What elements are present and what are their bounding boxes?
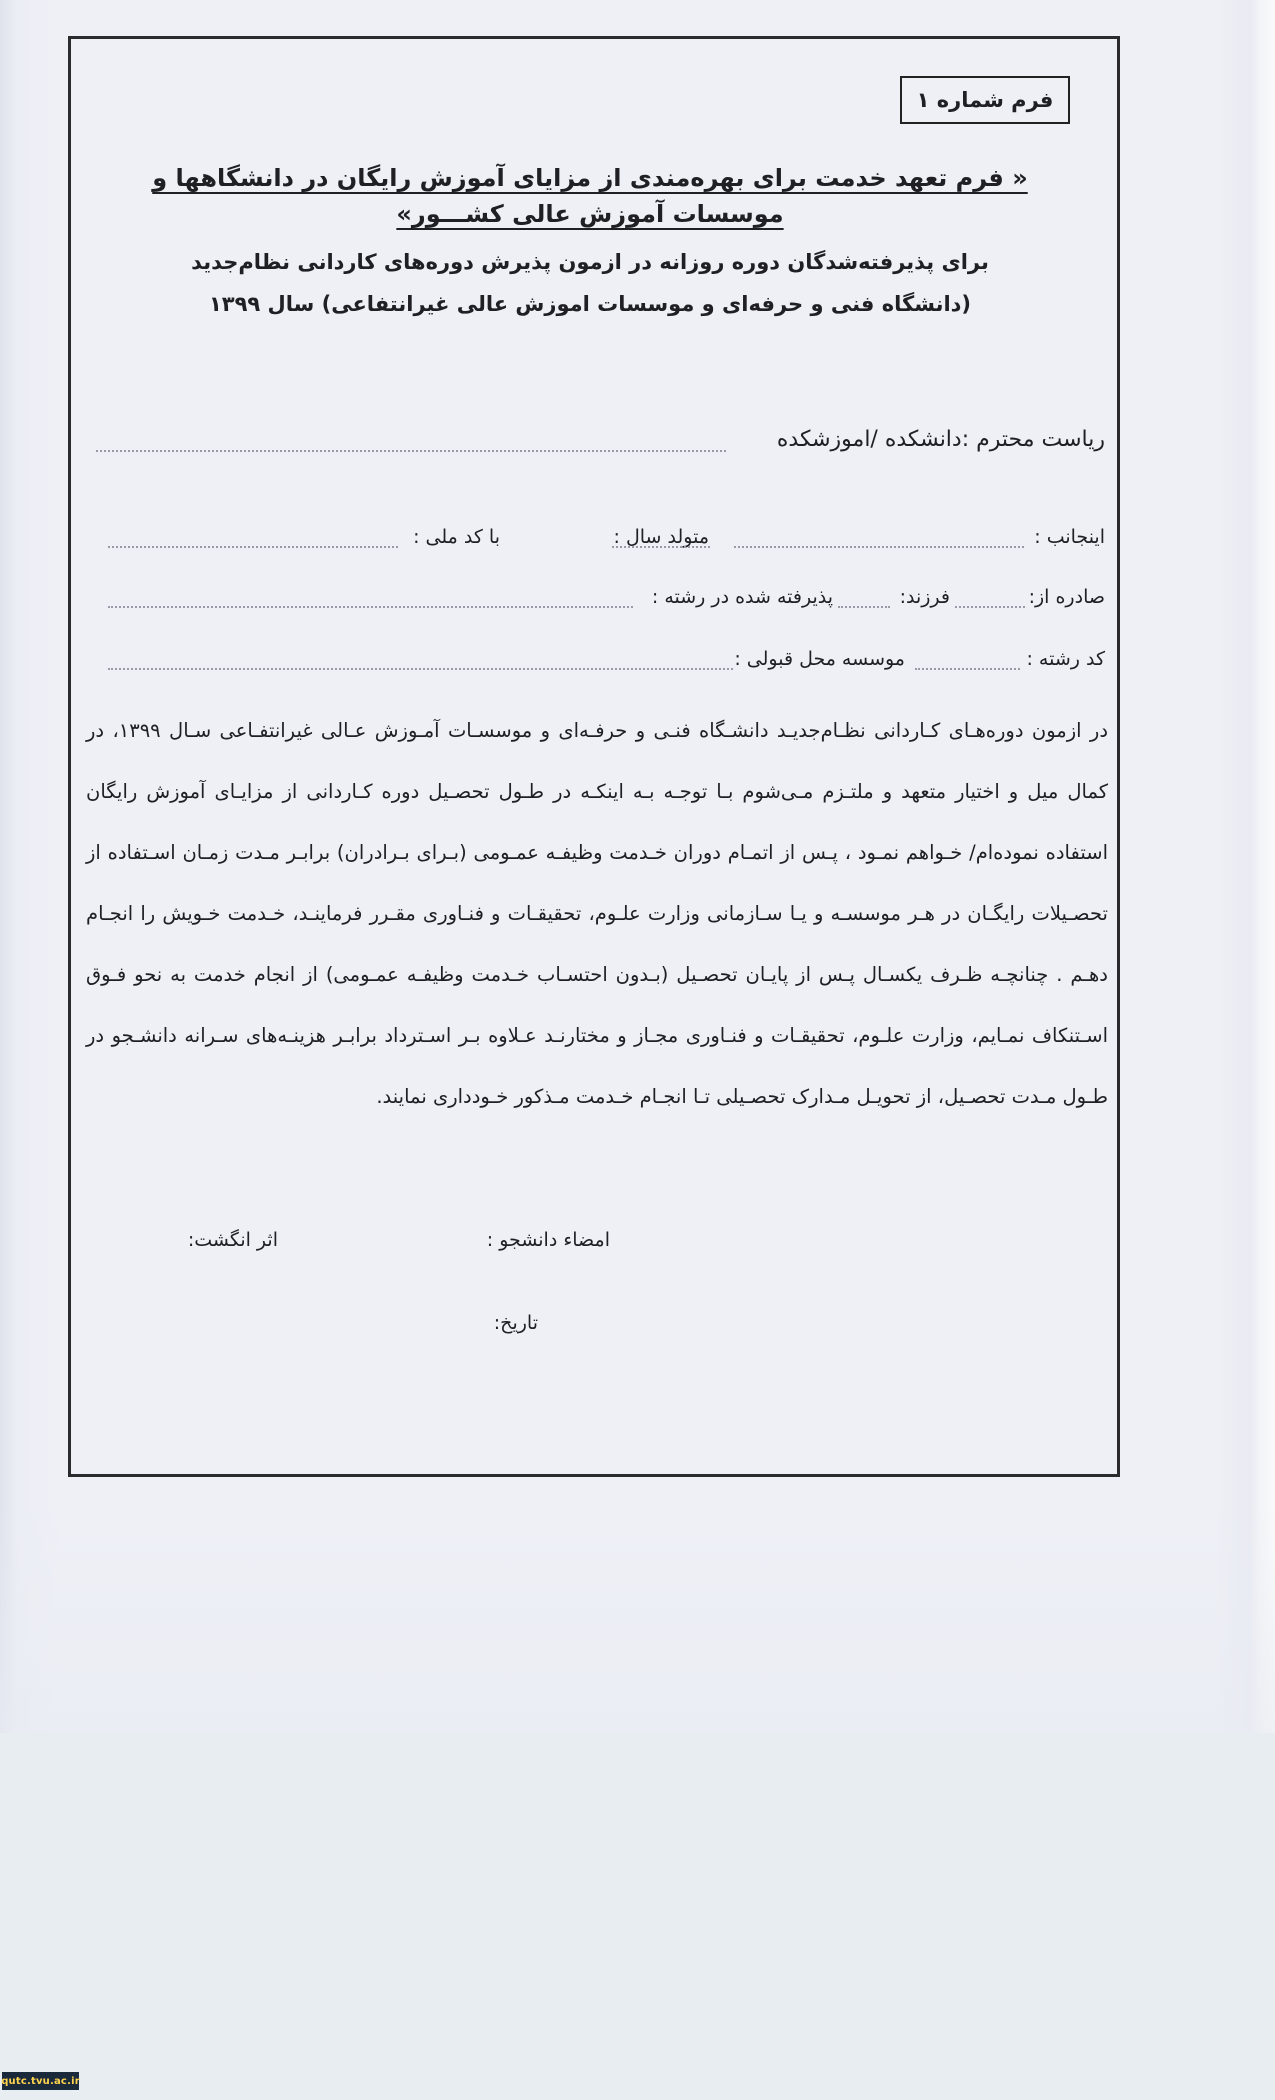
accepted-major-dotted-line xyxy=(108,606,633,608)
form-subtitle-1: برای پذیرفته‌شدگان دوره روزانه در ازمون پذیرش دوره‌های کاردانی نظام‌جدید xyxy=(191,250,989,274)
child-of-label: فرزند: xyxy=(899,586,950,608)
fingerprint-label: اثر انگشت: xyxy=(187,1229,278,1251)
student-signature-label: امضاء دانشجو : xyxy=(486,1229,610,1251)
site-logo: qutc.tvu.ac.ir xyxy=(2,2072,79,2090)
commitment-paragraph: در ازمون دوره‌هـای کـاردانی نظـام‌جدیـد دانشـگاه فنـی و حرفـه‌ای و موسسـات آمـوزش عـالی غیرانتفـاعی سـال ۱۳۹۹، در کمال میل و اختیار متعهد و ملتـزم مـی‌شوم بـا توجـه بـه اینکـه در طـول تحصـیل دوره کـاردانی از مزایـای آموزش رایگان استفاده نموده‌ام/ خـواهم نمـود ، پـس از اتمـام دوران خـدمت وظیفـه عمـومی (بـرای بـرادران) برابـر مـدت زمـان اسـتفاده از تحصـیلات رایگـان در هـر موسسـه و یـا سـازمانی وزارت علـوم، تحقیقـات و فنـاوری مقـرر فرماینـد، خـدمت خـویش را انجـام دهـم . چنانچـه ظـرف یکسـال پـس از پایـان تحصـیل (بـدون احتسـاب خـدمت وظیفـه عمـومی) از انجام خدمت به نحو فـوق اسـتنکاف نمـایم، وزارت علـوم، تحقیقـات و فنـاوری مجـاز و مختارنـد عـلاوه بـر اسـترداد برابـر هزینـه‌های سـرانه دانشـجو در طـول مـدت تحصـیل، از تحویـل مـدارک تحصـیلی تـا انجـام خـدمت مـذکور خـودداری نمایند. xyxy=(86,719,1109,1108)
major-code-label: کد رشته : xyxy=(1026,648,1105,670)
salutation-dotted-line xyxy=(96,450,726,452)
issued-from-label: صادره از: xyxy=(1028,586,1105,608)
birth-year-dotted-line xyxy=(612,546,710,548)
child-of-dotted-line xyxy=(838,606,890,608)
accepted-major-label: پذیرفته شده در رشته : xyxy=(651,586,833,608)
issued-from-dotted-line xyxy=(955,606,1025,608)
form-number-box: فرم شماره ۱ xyxy=(900,76,1070,124)
form-subtitle-2: (دانشگاه فنی و حرفه‌ای و موسسات اموزش عالی غیرانتفاعی) سال ۱۳۹۹ xyxy=(208,292,972,316)
applicant-label: اینجانب : xyxy=(1034,526,1105,548)
institution-dotted-line xyxy=(108,668,733,670)
national-code-label: با کد ملی : xyxy=(413,526,500,548)
national-code-dotted-line xyxy=(108,546,398,548)
salutation: ریاست محترم :دانشکده /اموزشکده xyxy=(776,427,1105,452)
birth-year-label: متولد سال : xyxy=(613,526,709,548)
major-code-dotted-line xyxy=(915,668,1020,670)
applicant-dotted-line xyxy=(734,546,1024,548)
institution-label: موسسه محل قبولی : xyxy=(734,648,905,670)
form-title: « فرم تعهد خدمت برای بهره‌مندی از مزایای آموزش رایگان در دانشگاهها و موسسات آموزش عالی کشـــور» xyxy=(152,164,1028,228)
date-label: تاریخ: xyxy=(493,1312,538,1334)
